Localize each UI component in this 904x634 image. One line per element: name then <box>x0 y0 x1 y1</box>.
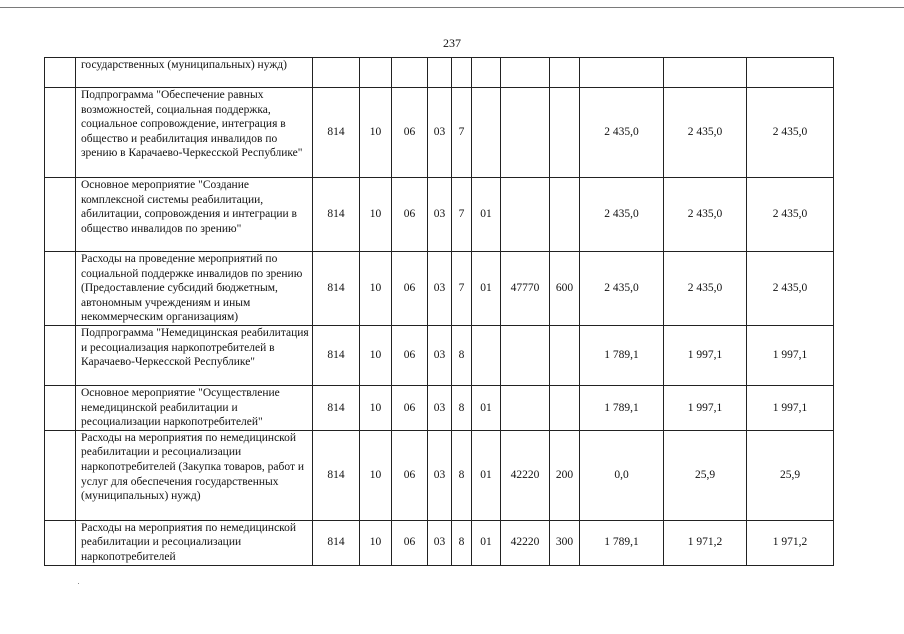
row-name-cell: Расходы на проведение мероприятий по социальной поддержке инвалидов по зрению (Предоставление субсидий бюджетным, автономным учреждениям и иным некоммерческим организациям) <box>76 252 313 326</box>
amount-year2-cell: 25,9 <box>664 430 747 520</box>
amount-year2-cell <box>664 58 747 88</box>
expense-type-cell: 300 <box>550 520 580 565</box>
ministry-code-cell: 814 <box>313 520 360 565</box>
amount-year3-cell: 2 435,0 <box>747 178 834 252</box>
event-code-cell <box>472 88 501 178</box>
amount-year3-cell <box>747 58 834 88</box>
row-number-cell <box>45 386 76 431</box>
amount-year3-cell: 1 997,1 <box>747 326 834 386</box>
direction-code-cell <box>501 386 550 431</box>
section-code-cell: 10 <box>360 520 392 565</box>
subprogram-code-cell: 7 <box>452 88 472 178</box>
direction-code-cell <box>501 326 550 386</box>
amount-year3-cell: 1 971,2 <box>747 520 834 565</box>
program-code-cell: 03 <box>428 386 452 431</box>
row-name-cell: государственных (муниципальных) нужд) <box>76 58 313 88</box>
subprogram-code-cell: 7 <box>452 178 472 252</box>
row-name-cell: Расходы на мероприятия по немедицинской реабилитации и ресоциализации наркопотребителей (Закупка товаров, работ и услуг для обеспечения государственных (муниципальных) нужд) <box>76 430 313 520</box>
amount-year1-cell: 1 789,1 <box>580 326 664 386</box>
program-code-cell <box>428 58 452 88</box>
subprogram-code-cell: 8 <box>452 326 472 386</box>
program-code-cell: 03 <box>428 430 452 520</box>
subprogram-code-cell: 7 <box>452 252 472 326</box>
amount-year1-cell: 1 789,1 <box>580 520 664 565</box>
direction-code-cell <box>501 58 550 88</box>
section-code-cell: 10 <box>360 88 392 178</box>
subsection-code-cell: 06 <box>392 178 428 252</box>
row-number-cell <box>45 520 76 565</box>
program-code-cell: 03 <box>428 252 452 326</box>
section-code-cell: 10 <box>360 326 392 386</box>
amount-year2-cell: 1 997,1 <box>664 386 747 431</box>
ministry-code-cell: 814 <box>313 252 360 326</box>
row-name-cell: Подпрограмма "Обеспечение равных возможностей, социальная поддержка, социальное сопровождение, интеграция в общество и реабилитация инвалидов по зрению в Карачаево-Черкесской Республике" <box>76 88 313 178</box>
expense-type-cell <box>550 58 580 88</box>
amount-year1-cell: 0,0 <box>580 430 664 520</box>
program-code-cell: 03 <box>428 88 452 178</box>
direction-code-cell: 42220 <box>501 430 550 520</box>
subprogram-code-cell: 8 <box>452 386 472 431</box>
expense-type-cell: 600 <box>550 252 580 326</box>
row-name-cell: Основное мероприятие "Создание комплексной системы реабилитации, абилитации, сопровождения и интеграции в общество инвалидов по зрению" <box>76 178 313 252</box>
budget-table <box>44 57 834 566</box>
subsection-code-cell: 06 <box>392 386 428 431</box>
ministry-code-cell: 814 <box>313 178 360 252</box>
subsection-code-cell: 06 <box>392 252 428 326</box>
row-number-cell <box>45 430 76 520</box>
event-code-cell: 01 <box>472 520 501 565</box>
amount-year3-cell: 2 435,0 <box>747 88 834 178</box>
amount-year1-cell <box>580 58 664 88</box>
program-code-cell: 03 <box>428 520 452 565</box>
amount-year1-cell: 1 789,1 <box>580 386 664 431</box>
section-code-cell: 10 <box>360 252 392 326</box>
expense-type-cell <box>550 178 580 252</box>
table-row <box>45 326 834 386</box>
section-code-cell: 10 <box>360 430 392 520</box>
event-code-cell <box>472 58 501 88</box>
direction-code-cell: 42220 <box>501 520 550 565</box>
subsection-code-cell: 06 <box>392 326 428 386</box>
row-number-cell <box>45 326 76 386</box>
program-code-cell: 03 <box>428 178 452 252</box>
amount-year1-cell: 2 435,0 <box>580 178 664 252</box>
amount-year1-cell: 2 435,0 <box>580 88 664 178</box>
ministry-code-cell: 814 <box>313 88 360 178</box>
table-row <box>45 58 834 88</box>
table-row <box>45 430 834 520</box>
table-row <box>45 386 834 431</box>
row-number-cell <box>45 252 76 326</box>
ministry-code-cell: 814 <box>313 386 360 431</box>
program-code-cell: 03 <box>428 326 452 386</box>
subsection-code-cell: 06 <box>392 520 428 565</box>
event-code-cell: 01 <box>472 252 501 326</box>
table-row <box>45 178 834 252</box>
section-code-cell: 10 <box>360 178 392 252</box>
scan-speck <box>78 583 79 584</box>
top-rule <box>0 7 904 8</box>
direction-code-cell: 47770 <box>501 252 550 326</box>
expense-type-cell: 200 <box>550 430 580 520</box>
table-row <box>45 520 834 565</box>
subprogram-code-cell <box>452 58 472 88</box>
subsection-code-cell: 06 <box>392 88 428 178</box>
subprogram-code-cell: 8 <box>452 430 472 520</box>
amount-year1-cell: 2 435,0 <box>580 252 664 326</box>
ministry-code-cell: 814 <box>313 430 360 520</box>
section-code-cell <box>360 58 392 88</box>
ministry-code-cell <box>313 58 360 88</box>
table-row <box>45 252 834 326</box>
direction-code-cell <box>501 178 550 252</box>
page-number: 237 <box>443 36 461 50</box>
row-name-cell: Расходы на мероприятия по немедицинской реабилитации и ресоциализации наркопотребителей <box>76 520 313 565</box>
section-code-cell: 10 <box>360 386 392 431</box>
expense-type-cell <box>550 88 580 178</box>
event-code-cell <box>472 326 501 386</box>
row-name-cell: Подпрограмма "Немедицинская реабилитация и ресоциализация наркопотребителей в Карачаево-Черкесской Республике" <box>76 326 313 386</box>
ministry-code-cell: 814 <box>313 326 360 386</box>
amount-year2-cell: 2 435,0 <box>664 252 747 326</box>
expense-type-cell <box>550 386 580 431</box>
amount-year2-cell: 2 435,0 <box>664 88 747 178</box>
amount-year2-cell: 1 971,2 <box>664 520 747 565</box>
subsection-code-cell <box>392 58 428 88</box>
amount-year2-cell: 1 997,1 <box>664 326 747 386</box>
row-number-cell <box>45 58 76 88</box>
subsection-code-cell: 06 <box>392 430 428 520</box>
amount-year3-cell: 25,9 <box>747 430 834 520</box>
amount-year2-cell: 2 435,0 <box>664 178 747 252</box>
row-number-cell <box>45 178 76 252</box>
event-code-cell: 01 <box>472 386 501 431</box>
amount-year3-cell: 2 435,0 <box>747 252 834 326</box>
event-code-cell: 01 <box>472 178 501 252</box>
amount-year3-cell: 1 997,1 <box>747 386 834 431</box>
table-row <box>45 88 834 178</box>
expense-type-cell <box>550 326 580 386</box>
event-code-cell: 01 <box>472 430 501 520</box>
subprogram-code-cell: 8 <box>452 520 472 565</box>
row-name-cell: Основное мероприятие "Осуществление немедицинской реабилитации и ресоциализации наркопотребителей" <box>76 386 313 431</box>
direction-code-cell <box>501 88 550 178</box>
row-number-cell <box>45 88 76 178</box>
